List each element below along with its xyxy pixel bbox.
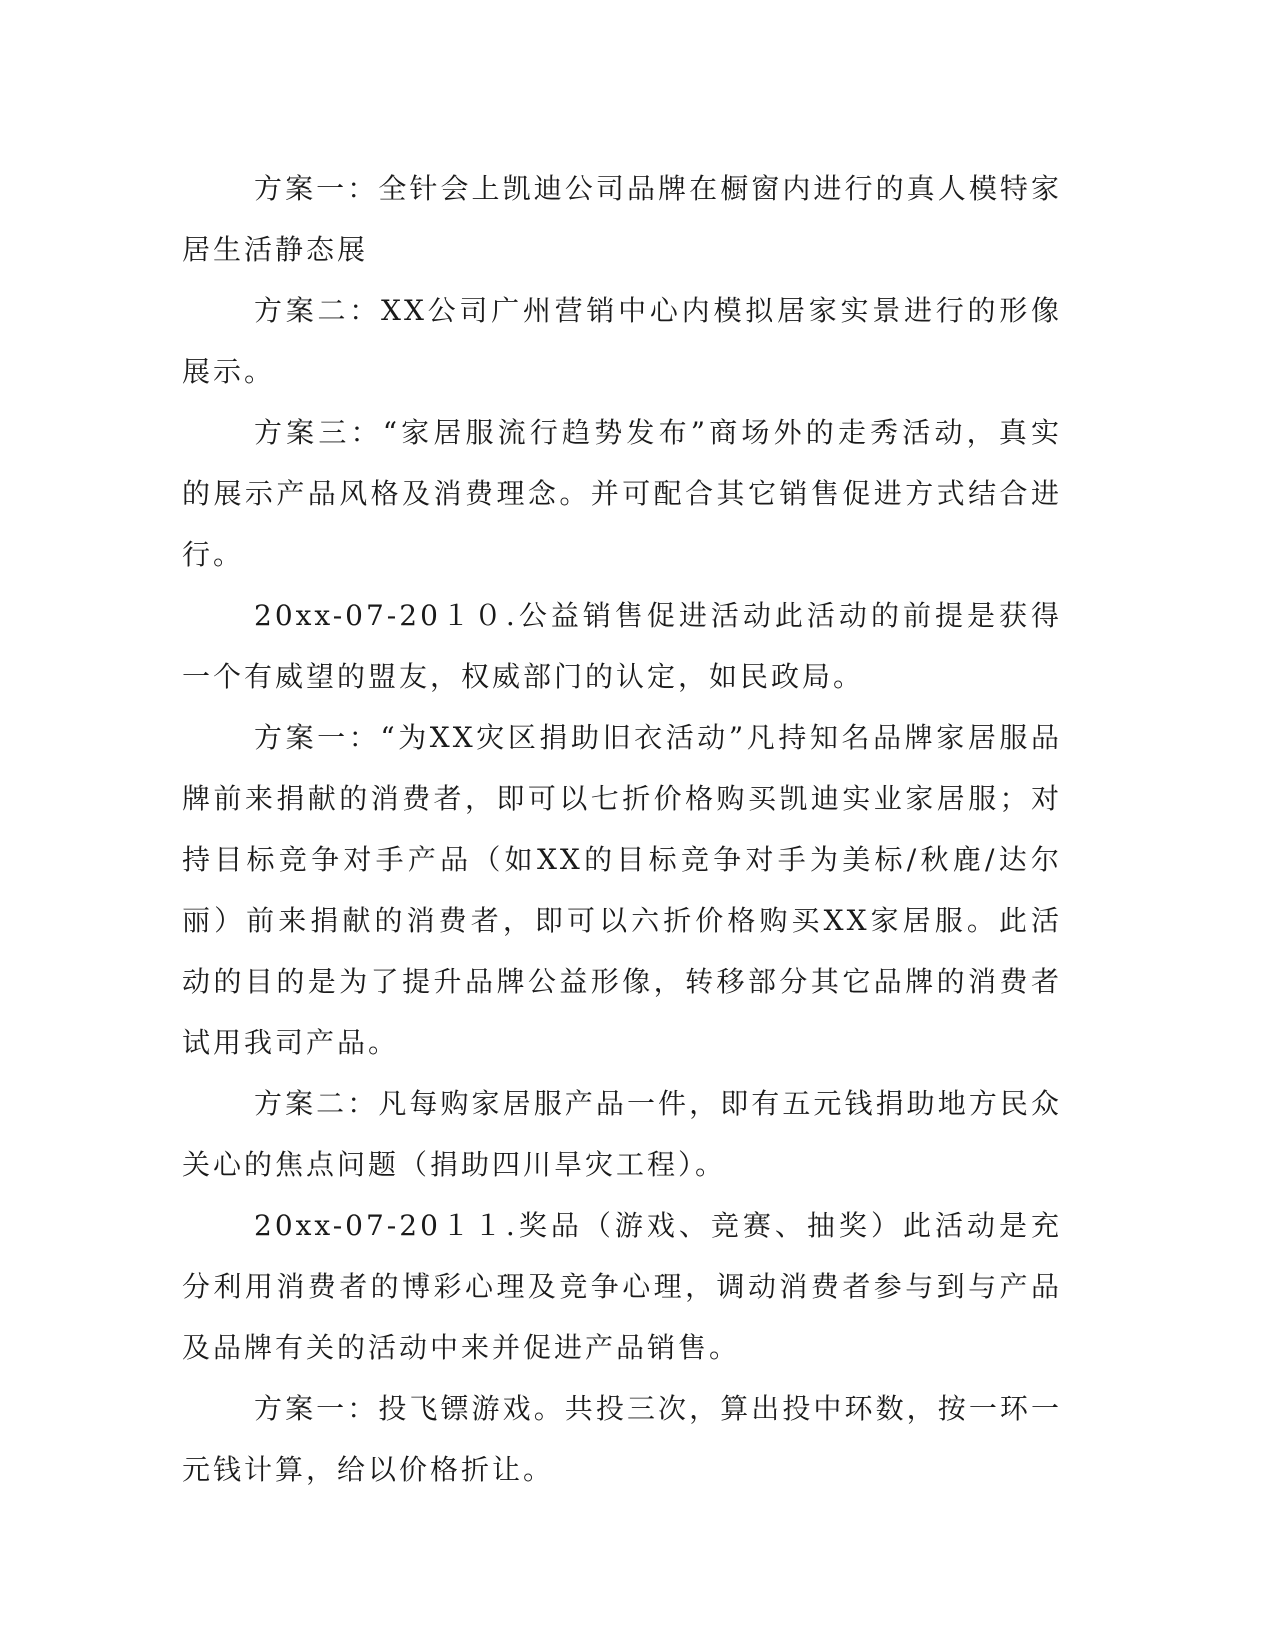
paragraph-plan2-showroom: 方案二：XX公司广州营销中心内模拟居家实景进行的形像展示。 bbox=[182, 294, 1062, 388]
paragraph-plan1-window-display: 方案一：全针会上凯迪公司品牌在橱窗内进行的真人模特家居生活静态展 bbox=[182, 172, 1062, 266]
paragraph-prizes-plan1-darts: 方案一：投飞镖游戏。共投三次，算出投中环数，按一环一元钱计算，给以价格折让。 bbox=[182, 1392, 1062, 1486]
document-body bbox=[182, 158, 1062, 1500]
paragraph-section-10-charity: 20xx-07-20１０.公益销售促进活动此活动的前提是获得一个有威望的盟友，权威部门的认定，如民政局。 bbox=[182, 599, 1062, 693]
paragraph-charity-plan1: 方案一：“为XX灾区捐助旧衣活动”凡持知名品牌家居服品牌前来捐献的消费者，即可以七折价格购买凯迪实业家居服；对持目标竞争对手产品（如XX的目标竞争对手为美标/秋鹿/达尔丽）前来捐献的消费者，即可以六折价格购买XX家居服。此活动的目的是为了提升品牌公益形像，转移部分其它品牌的消费者试用我司产品。 bbox=[182, 721, 1062, 1059]
paragraph-charity-plan2: 方案二：凡每购家居服产品一件，即有五元钱捐助地方民众关心的焦点问题（捐助四川旱灾工程）。 bbox=[182, 1087, 1062, 1181]
paragraph-section-11-prizes: 20xx-07-20１１.奖品（游戏、竞赛、抽奖）此活动是充分利用消费者的博彩心理及竞争心理，调动消费者参与到与产品及品牌有关的活动中来并促进产品销售。 bbox=[182, 1209, 1062, 1364]
paragraph-plan3-fashion-show: 方案三：“家居服流行趋势发布”商场外的走秀活动，真实的展示产品风格及消费理念。并可配合其它销售促进方式结合进行。 bbox=[182, 416, 1062, 571]
